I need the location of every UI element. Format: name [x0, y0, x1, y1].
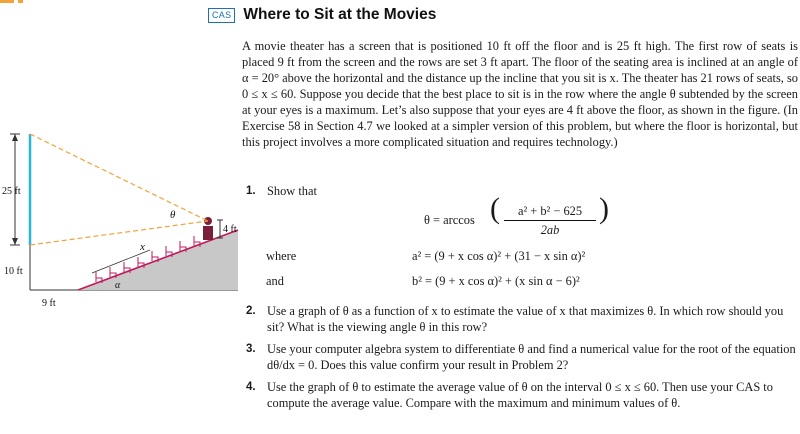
problem-text: Use the graph of θ to estimate the average value of θ on the interval 0 ≤ x ≤ 60. Then use your CAS to compute the average value. Compare with the maximum and minimum values of θ. [267, 380, 773, 410]
intro-section [242, 38, 798, 150]
problem-number: 3. [246, 343, 256, 355]
top-accent-bar-small [18, 0, 23, 3]
label-x: x [140, 241, 145, 253]
eq-a: a² = (9 + x cos α)² + (31 − x sin α)² [412, 249, 586, 263]
problem-3 [246, 341, 798, 373]
problem-1 [246, 183, 798, 301]
theta-equation [424, 192, 634, 237]
section-header [208, 4, 436, 26]
problem-text: Show that [267, 184, 317, 198]
intro-paragraph: A movie theater has a screen that is positioned 10 ft off the floor and is 25 ft high. The first row of seats is placed 9 ft from the screen and the rows are set 3 ft apart. The floor of the seating area is inclined at an angle of α = 20° above the horizontal and the distance up the incline that you sit is x. The theater has 21 rows of seats, so 0 ≤ x ≤ 60. Suppose you decide that the best place to sit is in the row where the angle θ subtended by the screen at your eyes is a maximum. Let’s also suppose that your eyes are 4 ft above the floor, as shown in the figure. (In Exercise 58 in Section 4.7 we looked at a simpler version of this problem, but where the floor is horizontal, but this project involves a more complicated situation and requires technology.) [242, 39, 798, 149]
theater-figure [0, 110, 245, 320]
top-accent-bar [0, 0, 14, 3]
fraction-bar [504, 220, 596, 221]
eq-b-row [246, 273, 766, 289]
arrow-down [12, 238, 18, 245]
viewer-figure [203, 217, 213, 240]
problem-text: Use your computer algebra system to differentiate θ and find a numerical value for the root of the equation dθ/dx = 0. Does this value confirm your result in Problem 2? [267, 342, 796, 372]
where-label: where [266, 249, 297, 263]
problem-2 [246, 303, 798, 335]
problem-text: Use a graph of θ as a function of x to estimate the value of x that maximizes θ. In which row should you sit? What is the viewing angle θ in this row? [267, 304, 784, 334]
page-title: Where to Sit at the Movies [243, 6, 437, 23]
label-10ft: 10 ft [4, 266, 23, 277]
fraction-numerator: a² + b² − 625 [517, 204, 583, 218]
fraction-denominator: 2ab [540, 223, 560, 237]
sightline-bottom [30, 221, 208, 245]
eq-b: b² = (9 + x cos α)² + (x sin α − 6)² [412, 274, 580, 288]
label-4ft: 4 ft [223, 224, 237, 235]
label-theta: θ [170, 209, 176, 221]
sightline-top [30, 134, 208, 221]
label-25ft: 25 ft [2, 186, 21, 197]
label-alpha: α [115, 280, 121, 291]
cas-badge: CAS [208, 8, 235, 23]
theta-arccos: θ = arccos [424, 213, 475, 227]
problem-4 [246, 379, 798, 411]
label-9ft: 9 ft [42, 298, 56, 309]
eq-a-row [246, 248, 766, 264]
problem-list [246, 183, 798, 411]
and-label: and [266, 274, 284, 288]
problem-number: 1. [246, 185, 256, 197]
paren-left: ( [490, 192, 500, 225]
problem-number: 2. [246, 305, 256, 317]
problem-number: 4. [246, 381, 256, 393]
arrow-up [12, 134, 18, 141]
paren-right: ) [599, 192, 609, 225]
